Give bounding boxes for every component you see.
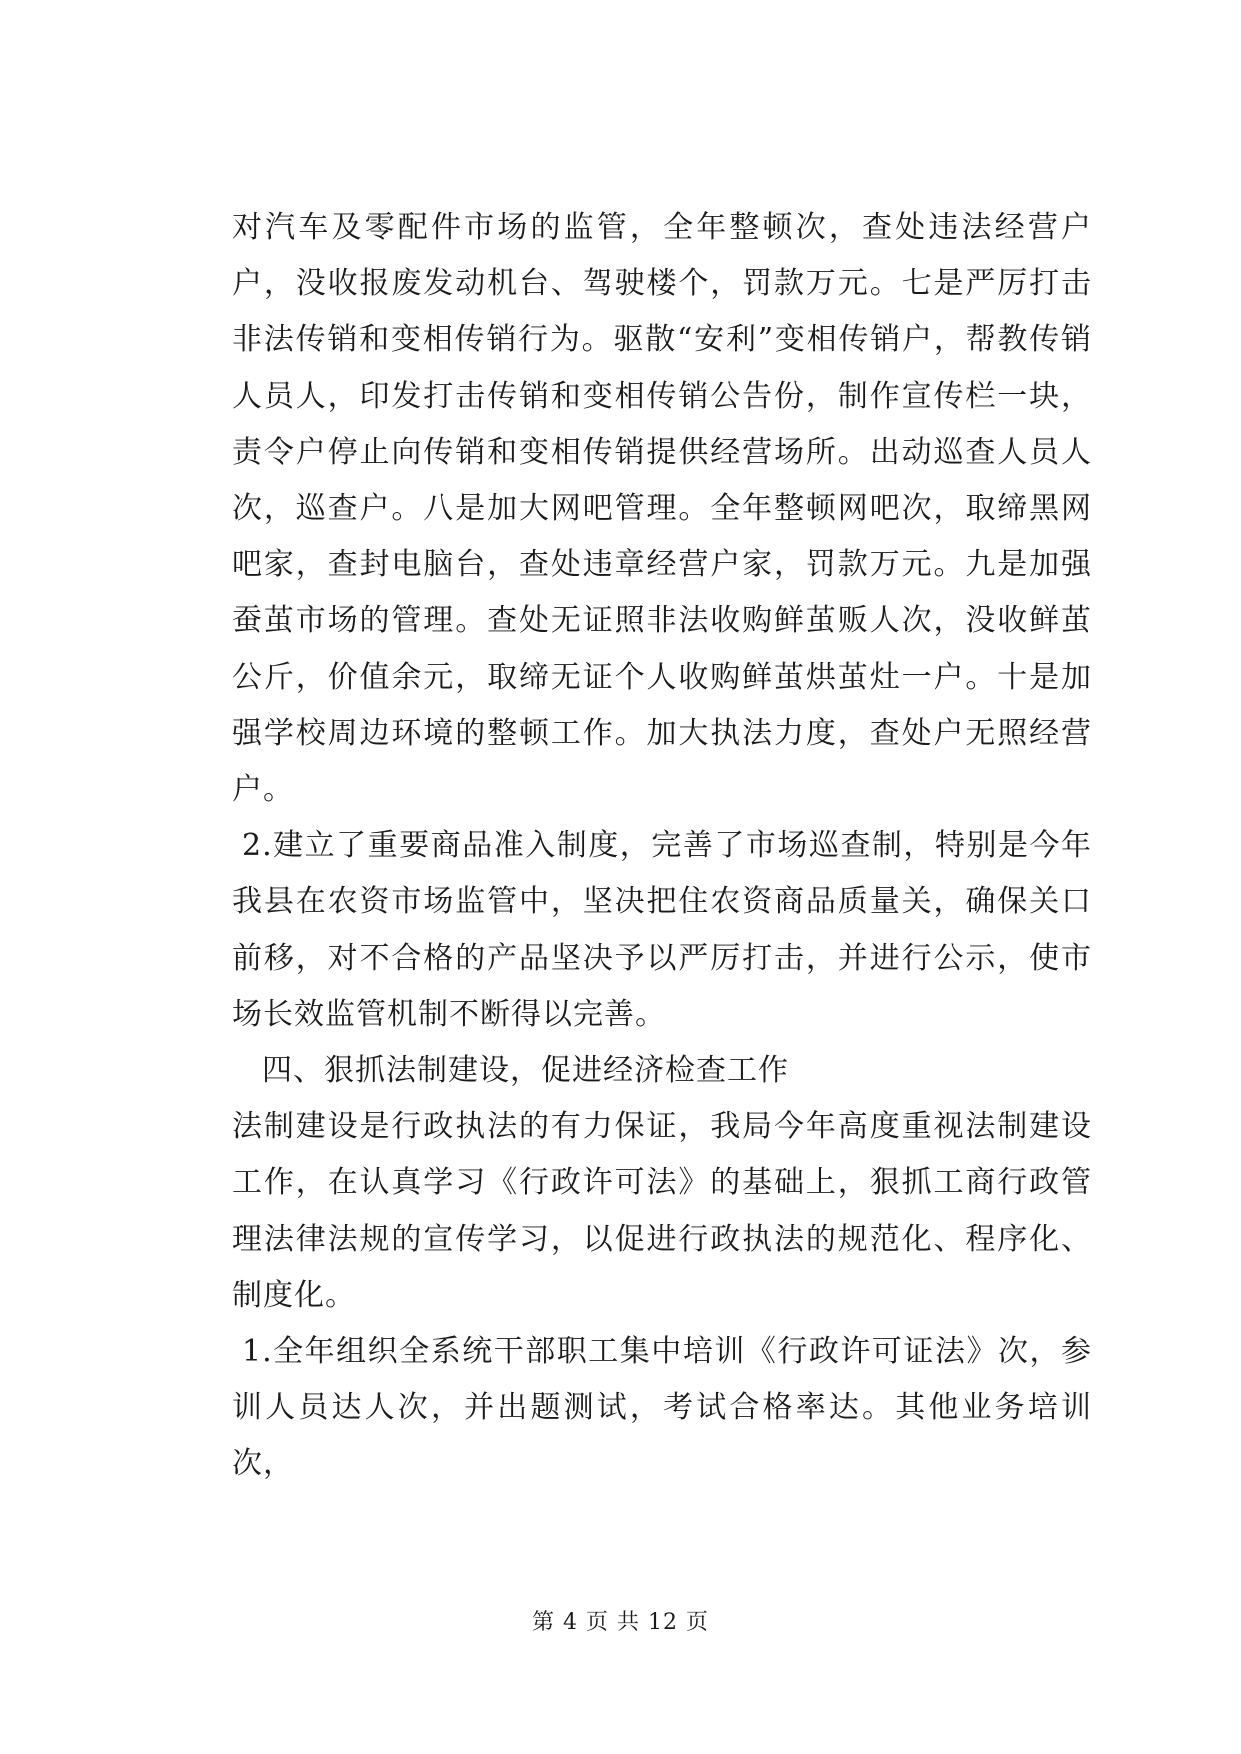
paragraph-access-system: 2.建立了重要商品准入制度，完善了市场巡查制，特别是今年我县在农资市场监管中，坚决把住农资商品质量关，确保关口前移，对不合格的产品坚决予以严厉打击，并进行公示，使市场长效监管机制不断得以完善。 (232, 828, 1092, 1032)
section-heading-legal-construction: 四、狠抓法制建设，促进经济检查工作 (262, 1053, 789, 1089)
paragraph-legal-construction: 法制建设是行政执法的有力保证，我局今年高度重视法制建设工作，在认真学习《行政许可法》的基础上，狠抓工商行政管理法律法规的宣传学习，以促进行政执法的规范化、程序化、制度化。 (232, 1109, 1092, 1313)
document-body (232, 200, 1092, 1493)
page-number-footer: 第 4 页 共 12 页 (532, 1610, 709, 1635)
paragraph-training: 1.全年组织全系统干部职工集中培训《行政许可证法》次，参训人员达人次，并出题测试，考试合格率达。其他业务培训次， (232, 1334, 1092, 1482)
paragraph-market-supervision: 对汽车及零配件市场的监管，全年整顿次，查处违法经营户户，没收报废发动机台、驾驶楼个，罚款万元。七是严厉打击非法传销和变相传销行为。驱散“安利”变相传销户，帮教传销人员人，印发打击传销和变相传销公告份，制作宣传栏一块，责令户停止向传销和变相传销提供经营场所。出动巡查人员人次，巡查户。八是加大网吧管理。全年整顿网吧次，取缔黑网吧家，查封电脑台，查处违章经营户家，罚款万元。九是加强蚕茧市场的管理。查处无证照非法收购鲜茧贩人次，没收鲜茧公斤，价值余元，取缔无证个人收购鲜茧烘茧灶一户。十是加强学校周边环境的整顿工作。加大执法力度，查处户无照经营户。 (232, 210, 1092, 808)
